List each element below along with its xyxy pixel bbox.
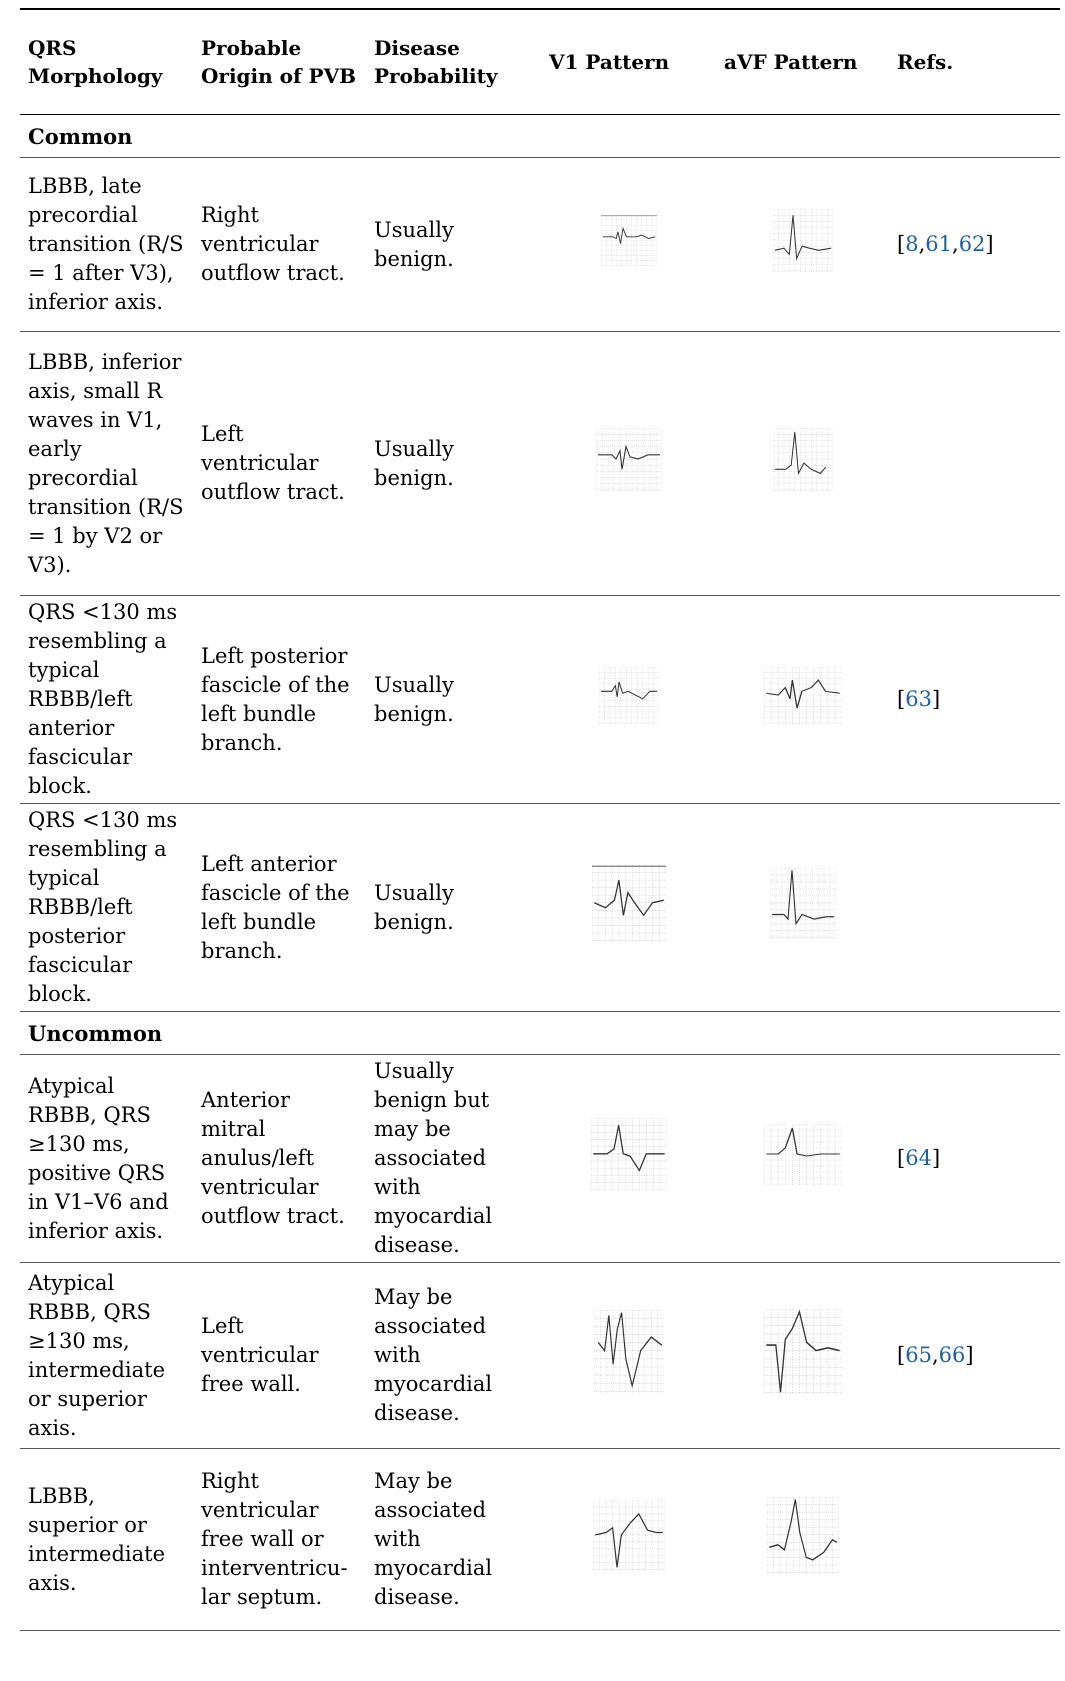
cell-qrs-morphology: LBBB, superior or intermediate axis. [28, 1483, 166, 1595]
cell-refs: [65,66] [897, 1343, 974, 1367]
cell-refs: [64] [897, 1146, 941, 1170]
header-origin: Probable Origin of PVB [201, 36, 357, 88]
cell-v1-pattern [541, 158, 716, 332]
reference-link[interactable]: 62 [958, 232, 986, 256]
ecg-grid [599, 667, 659, 725]
cell-v1-pattern [541, 804, 716, 1012]
cell-avf-pattern [716, 332, 889, 596]
section-uncommon [20, 1012, 1060, 1055]
cell-refs: [63] [897, 687, 941, 711]
ecg-grid [592, 865, 666, 943]
table-row [20, 804, 1060, 1012]
v1-ecg-image [592, 865, 666, 943]
ecg-trace [595, 1513, 663, 1566]
ecg-grid [596, 428, 662, 492]
table-row [20, 596, 1060, 804]
avf-ecg-image [764, 1309, 842, 1395]
ecg-trace [766, 1311, 839, 1391]
ecg-trace [772, 870, 834, 923]
reference-link[interactable]: 64 [905, 1146, 932, 1170]
cell-probable-origin: Right ventricular outflow tract. [201, 203, 345, 285]
ecg-trace [774, 215, 830, 258]
cell-disease-probability: Usually benign. [374, 217, 454, 271]
avf-ecg-image [764, 1124, 842, 1186]
cell-v1-pattern [541, 596, 716, 804]
cell-probable-origin: Right ventricular free wall or interventricu-lar septum. [201, 1469, 348, 1609]
cell-v1-pattern [541, 332, 716, 596]
cell-v1-pattern [541, 1263, 716, 1449]
reference-link[interactable]: 61 [925, 232, 952, 256]
cell-disease-probability: Usually benign but may be associated with myocardial disease. [374, 1059, 493, 1257]
ecg-grid [601, 215, 657, 267]
section-label: Uncommon [28, 1020, 163, 1046]
cell-avf-pattern [716, 1055, 889, 1263]
cell-disease-probability: May be associated with myocardial disease. [374, 1469, 493, 1609]
v1-ecg-image [596, 428, 662, 492]
ecg-grid [764, 1309, 842, 1395]
cell-qrs-morphology: QRS <130 ms resembling a typical RBBB/left posterior fascicular block. [28, 808, 178, 1006]
cell-v1-pattern [541, 1055, 716, 1263]
avf-ecg-image [764, 667, 842, 725]
cell-refs [889, 1449, 1060, 1631]
ecg-trace [593, 1125, 664, 1170]
ecg-grid [594, 1310, 664, 1394]
cell-avf-pattern [716, 158, 889, 332]
table-row [20, 158, 1060, 332]
reference-link[interactable]: 66 [938, 1343, 966, 1367]
ecg-trace [769, 1499, 837, 1559]
avf-ecg-image [773, 428, 833, 492]
ecg-grid [591, 1118, 667, 1192]
v1-ecg-image [593, 1500, 665, 1572]
ecg-trace [598, 446, 660, 469]
ecg-trace [766, 680, 839, 708]
section-common [20, 115, 1060, 158]
cell-disease-probability: Usually benign. [374, 436, 454, 490]
reference-link[interactable]: 65 [905, 1343, 932, 1367]
section-label: Common [28, 123, 133, 149]
cell-avf-pattern [716, 1449, 889, 1631]
ecg-grid [770, 868, 836, 940]
cell-refs [889, 804, 1060, 1012]
cell-qrs-morphology: LBBB, inferior axis, small R waves in V1, early precordial transition (R/S = 1 by V2 or V3). [28, 349, 184, 577]
header-disease: Disease Probability [374, 36, 498, 88]
cell-probable-origin: Left ventricular outflow tract. [201, 422, 345, 504]
avf-ecg-image [770, 868, 836, 940]
v1-ecg-image [594, 1310, 664, 1394]
header-qrs: QRS Morphology [28, 36, 163, 88]
ecg-trace [602, 228, 655, 243]
cell-qrs-morphology: LBBB, late precordial transition (R/S = 1 after V3), inferior axis. [28, 174, 184, 314]
v1-ecg-image [601, 215, 657, 267]
ecg-grid [773, 428, 833, 492]
ecg-grid [764, 667, 842, 725]
cell-qrs-morphology: Atypical RBBB, QRS ≥130 ms, intermediate or superior axis. [28, 1270, 166, 1440]
ecg-grid [593, 1500, 665, 1572]
v1-ecg-image [599, 667, 659, 725]
table-row [20, 1449, 1060, 1631]
cell-disease-probability: May be associated with myocardial disease. [374, 1285, 493, 1425]
cell-refs [889, 332, 1060, 596]
table-row [20, 1263, 1060, 1449]
cell-probable-origin: Anterior mitral anulus/left ventricular outflow tract. [201, 1088, 345, 1228]
cell-qrs-morphology: Atypical RBBB, QRS ≥130 ms, positive QRS in V1–V6 and inferior axis. [28, 1073, 169, 1243]
cell-avf-pattern [716, 1263, 889, 1449]
avf-ecg-image [767, 1497, 839, 1575]
cell-avf-pattern [716, 596, 889, 804]
cell-probable-origin: Left posterior fascicle of the left bundle branch. [201, 643, 350, 755]
ecg-trace [600, 681, 656, 698]
cell-probable-origin: Left ventricular free wall. [201, 1314, 319, 1396]
ecg-grid [767, 1497, 839, 1575]
table-row [20, 332, 1060, 596]
cell-disease-probability: Usually benign. [374, 880, 454, 934]
cell-qrs-morphology: QRS <130 ms resembling a typical RBBB/left anterior fascicular block. [28, 600, 178, 798]
avf-ecg-image [773, 209, 833, 273]
ecg-grid [773, 209, 833, 273]
pvb-table [20, 8, 1060, 1631]
cell-refs: [8,61,62] [897, 232, 994, 256]
reference-link[interactable]: 8 [905, 232, 919, 256]
table-row [20, 1055, 1060, 1263]
header-refs: Refs. [897, 50, 954, 74]
v1-ecg-image [591, 1118, 667, 1192]
header-avf: aVF Pattern [724, 50, 858, 74]
cell-disease-probability: Usually benign. [374, 672, 454, 726]
cell-probable-origin: Left anterior fascicle of the left bundle branch. [201, 851, 350, 963]
header-v1: V1 Pattern [549, 50, 670, 74]
cell-avf-pattern [716, 804, 889, 1012]
reference-link[interactable]: 63 [905, 687, 932, 711]
cell-v1-pattern [541, 1449, 716, 1631]
header-row [20, 9, 1060, 115]
